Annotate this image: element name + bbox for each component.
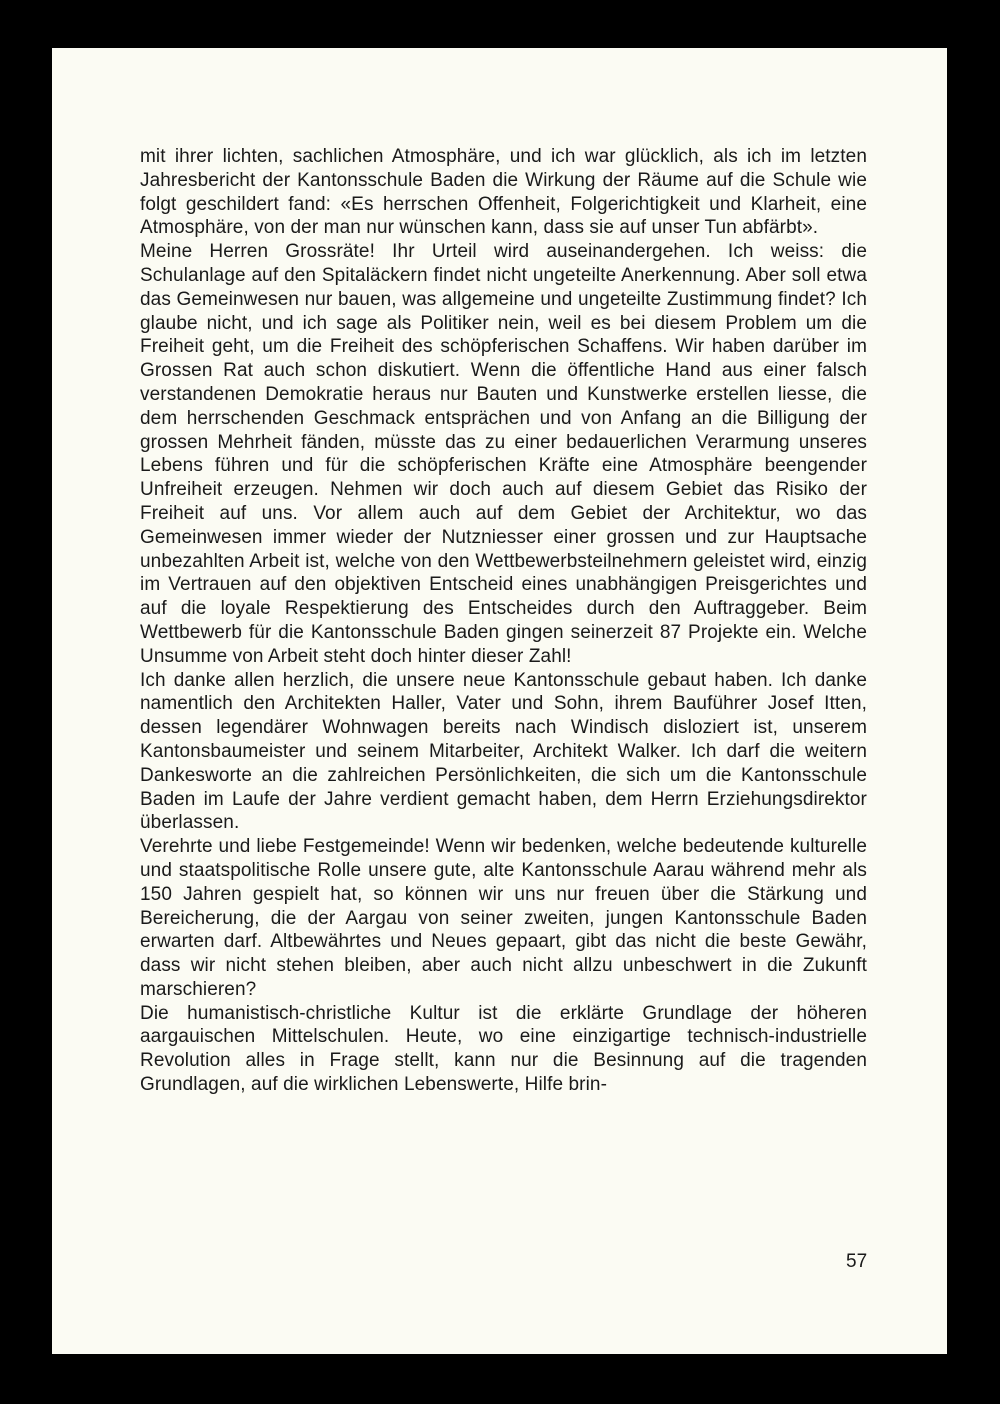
paragraph-5: Die humanistisch-christliche Kultur ist die erklärte Grundlage der höheren aargauischen Mittelschulen. Heute, wo eine einzigartige technisch-industrielle Revolution alles in Frage stellt, kann nur die Besinnung auf die tragenden Grundlagen, auf die wirklichen Lebenswerte, Hilfe brin- [140, 1002, 867, 1096]
paragraph-4: Verehrte und liebe Festgemeinde! Wenn wir bedenken, welche bedeutende kulturelle und staatspolitische Rolle unsere gute, alte Kantonsschule Aarau während mehr als 150 Jahren gespielt hat, so können wir uns nur freuen über die Stärkung und Bereicherung, die der Aargau von seiner zweiten, jungen Kantonsschule Baden erwarten darf. Altbewährtes und Neues gepaart, gibt das nicht die beste Gewähr, dass wir nicht stehen bleiben, aber auch nicht allzu unbeschwert in die Zukunft marschieren? [140, 836, 867, 1000]
page-number: 57 [846, 1251, 868, 1272]
paragraph-3: Ich danke allen herzlich, die unsere neue Kantonsschule gebaut haben. Ich danke namentlich den Architekten Haller, Vater und Sohn, ihrem Bauführer Josef Itten, dessen legendärer Wohnwagen bereits nach Windisch disloziert ist, unserem Kantonsbaumeister und seinem Mitarbeiter, Architekt Walker. Ich darf die weitern Dankesworte an die zahlreichen Persönlichkeiten, die sich um die Kantonsschule Baden im Laufe der Jahre verdient gemacht haben, dem Herrn Erziehungsdirektor überlassen. [140, 669, 867, 834]
paragraph-1: mit ihrer lichten, sachlichen Atmosphäre, und ich war glücklich, als ich im letzten Jahresbericht der Kantonsschule Baden die Wirkung der Räume auf die Schule wie folgt geschildert fand: «Es herrschen Offenheit, Folgerichtigkeit und Klarheit, eine Atmosphäre, von der man nur wünschen kann, dass sie auf unser Tun abfärbt». [140, 146, 867, 239]
body-text [140, 145, 867, 1097]
paragraph-2: Meine Herren Grossräte! Ihr Urteil wird auseinandergehen. Ich weiss: die Schulanlage auf den Spitaläckern findet nicht ungeteilte Anerkennung. Aber soll etwa das Gemeinwesen nur bauen, was allgemeine und ungeteilte Zustimmung findet? Ich glaube nicht, und ich sage als Politiker nein, weil es bei diesem Problem um die Freiheit geht, um die Freiheit des schöpferischen Schaffens. Wir haben darüber im Grossen Rat auch schon diskutiert. Wenn die öffentliche Hand aus einer falsch verstandenen Demokratie heraus nur Bauten und Kunstwerke erstellen liesse, die dem herrschenden Geschmack entsprächen und von Anfang an die Billigung der grossen Mehrheit fänden, müsste das zu einer bedauerlichen Verarmung unseres Lebens führen und für die schöpferischen Kräfte eine Atmosphäre beengender Unfreiheit erzeugen. Nehmen wir doch auch auf diesem Gebiet das Risiko der Freiheit auf uns. Vor allem auch auf dem Gebiet der Architektur, wo das Gemeinwesen immer wieder der Nutzniesser einer grossen und zur Hauptsache unbezahlten Arbeit ist, welche von den Wettbewerbsteilnehmern geleistet wird, einzig im Vertrauen auf den objektiven Entscheid eines unabhängigen Preisgerichtes und auf die loyale Respektierung des Entscheides durch den Auftraggeber. Beim Wettbewerb für die Kantonsschule Baden gingen seinerzeit 87 Projekte ein. Welche Unsumme von Arbeit steht doch hinter dieser Zahl! [140, 241, 867, 667]
